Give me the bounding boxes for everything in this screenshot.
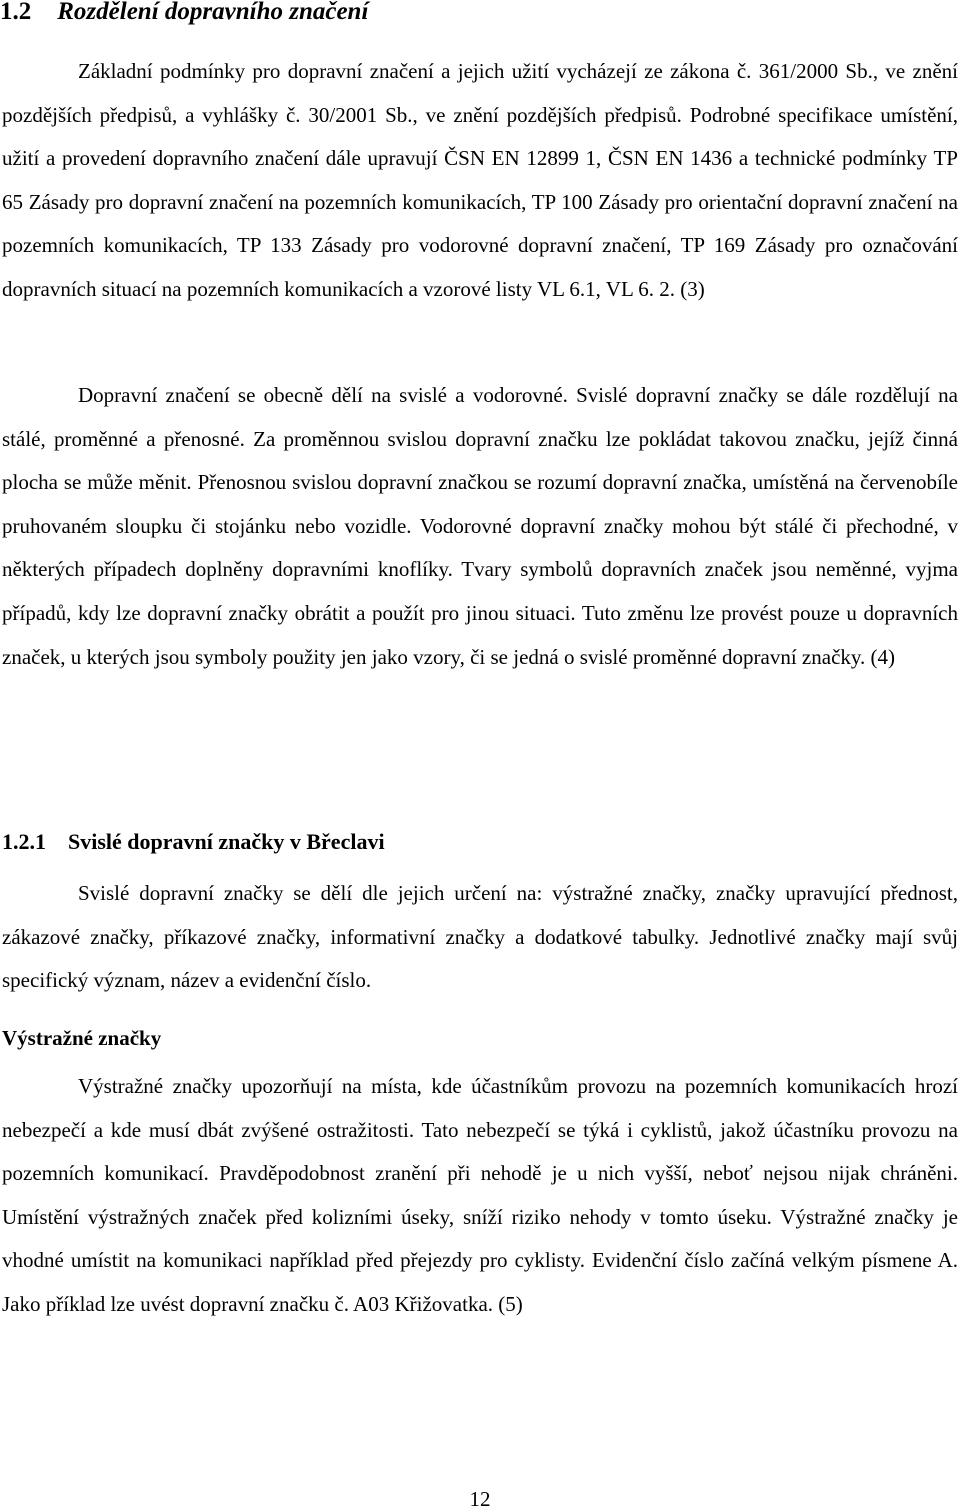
subsection-heading	[2, 822, 385, 862]
section-heading	[0, 0, 368, 30]
paragraph-division: Dopravní značení se obecně dělí na svislé a vodorovné. Svislé dopravní značky se dále rozdělují na stálé, proměnné a přenosné. Za proměnnou svislou dopravní značku lze pokládat takovou značku, jejíž činná plocha se může měnit. Přenosnou svislou dopravní značkou se rozumí dopravní značka, umístěná na červenobíle pruhovaném sloupku či stojánku nebo vozidle. Vodorovné dopravní značky mohou být stálé či přechodné, v některých případech doplněny dopravními knoflíky. Tvary symbolů dopravních značek jsou neměnné, vyjma případů, kdy lze dopravní značky obrátit a použít pro jinou situaci. Tuto změnu lze provést pouze u dopravních značek, u kterých jsou symboly použity jen jako vzory, či se jedná o svislé proměnné dopravní značky. (4)	[2, 383, 958, 669]
paragraph-intro: Základní podmínky pro dopravní značení a jejich užití vycházejí ze zákona č. 361/2000 Sb., ve znění pozdějších předpisů, a vyhlášky č. 30/2001 Sb., ve znění pozdějších předpisů. Podrobné specifikace umístění, užití a provedení dopravního značení dále upravují ČSN EN 12899 1, ČSN EN 1436 a technické podmínky TP 65 Zásady pro dopravní značení na pozemních komunikacích, TP 100 Zásady pro orientační dopravní značení na pozemních komunikacích, TP 133 Zásady pro vodorovné dopravní značení, TP 169 Zásady pro označování dopravních situací na pozemních komunikacích a vzorové listy VL 6.1, VL 6. 2. (3)	[2, 59, 958, 301]
warning-signs-heading: Výstražné značky	[2, 1026, 162, 1050]
section-number: 1.2	[0, 0, 32, 25]
paragraph-warning-signs: Výstražné značky upozorňují na místa, kde účastníkům provozu na pozemních komunikacích hrozí nebezpečí a kde musí dbát zvýšené ostražitosti. Tato nebezpečí se týká i cyklistů, jakož účastníku provozu na pozemních komunikací. Pravděpodobnost zranění při nehodě je u nich vyšší, neboť nejsou nijak chráněni. Umístění výstražných značek před kolizními úseky, sníží riziko nehody v tomto úseku. Výstražné značky je vhodné umístit na komunikaci například před přejezdy pro cyklisty. Evidenční číslo začíná velkým písmene A. Jako příklad lze uvést dopravní značku č. A03 Křižovatka. (5)	[2, 1074, 958, 1316]
section-title: Rozdělení dopravního značení	[57, 0, 369, 25]
subsection-number: 1.2.1	[2, 829, 46, 854]
page-number: 12	[469, 1487, 491, 1511]
paragraph-vertical-signs: Svislé dopravní značky se dělí dle jejich určení na: výstražné značky, značky upravující přednost, zákazové značky, příkazové značky, informativní značky a dodatkové tabulky. Jednotlivé značky mají svůj specifický význam, název a evidenční číslo.	[2, 881, 958, 993]
subsection-title: Svislé dopravní značky v Břeclavi	[68, 829, 385, 854]
